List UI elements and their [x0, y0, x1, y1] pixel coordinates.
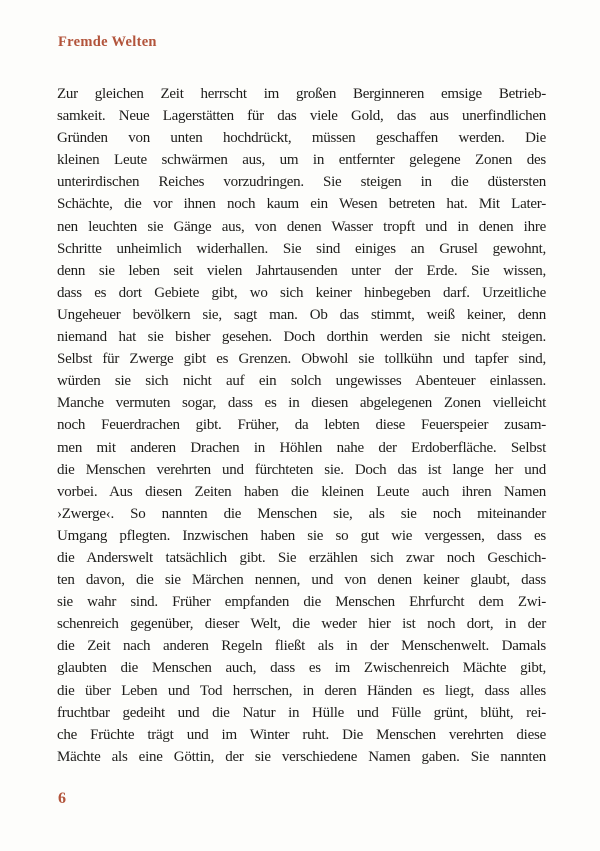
text-line: ten davon, die sie Märchen nennen, und von denen keiner glaubt, dass: [57, 572, 546, 589]
text-line: Manche vermuten sogar, dass es in diesen abgelegenen Zonen vielleicht: [57, 395, 546, 412]
text-line: die Menschen verehrten und fürchteten sie. Doch das ist lange her und: [57, 461, 546, 478]
text-line: sie wahr sind. Früher empfanden die Menschen Ehrfurcht dem Zwi-: [57, 594, 546, 611]
text-line: vorbei. Aus diesen Zeiten haben die kleinen Leute auch ihren Namen: [57, 483, 546, 500]
running-header: Fremde Welten: [58, 34, 157, 50]
text-line: glaubten die Menschen auch, dass es im Zwischenreich Mächte gibt,: [57, 660, 546, 677]
text-line: würden sie sich nicht auf ein solch ungewisses Abenteuer einlassen.: [57, 373, 546, 390]
text-line: unterirdischen Reiches vorzudringen. Sie steigen in die düstersten: [57, 174, 546, 191]
text-line: die Anderswelt tatsächlich gibt. Sie erzählen sich zwar noch Geschich-: [57, 549, 546, 566]
text-line: die Zeit nach anderen Regeln fließt als in der Menschenwelt. Damals: [57, 638, 546, 655]
text-line: Mächte als eine Göttin, der sie verschiedene Namen gaben. Sie nannten: [57, 748, 546, 765]
text-line: che Früchte trägt und im Winter ruht. Die Menschen verehrten diese: [57, 726, 546, 743]
text-line: Gründen von unten hochdrückt, müssen geschaffen werden. Die: [57, 130, 546, 147]
text-line: denn sie leben seit vielen Jahrtausenden unter der Erde. Sie wissen,: [57, 262, 546, 279]
text-line: niemand hat sie bisher gesehen. Doch dorthin werden sie nicht steigen.: [57, 329, 546, 346]
text-line: Zur gleichen Zeit herrscht im großen Berginneren emsige Betrieb-: [57, 86, 546, 102]
text-line: Schritte unheimlich widerhallen. Sie sind einiges an Grusel gewohnt,: [57, 240, 546, 257]
text-line: kleinen Leute schwärmen aus, um in entfernter gelegene Zonen des: [57, 152, 546, 169]
text-line: die über Leben und Tod herrschen, in deren Händen es liegt, dass alles: [57, 682, 546, 699]
text-line: Schächte, die vor ihnen noch kaum ein Wesen betreten hat. Mit Later-: [57, 196, 546, 213]
text-line: men mit anderen Drachen in Höhlen nahe der Erdoberfläche. Selbst: [57, 439, 546, 456]
body-text: [57, 83, 546, 768]
text-line: samkeit. Neue Lagerstätten für das viele Gold, das aus unerfindlichen: [57, 108, 546, 125]
text-line: dass es dort Gebiete gibt, wo sich keiner hinbegeben darf. Urzeitliche: [57, 284, 546, 301]
text-line: Ungeheuer bevölkern sie, sagt man. Ob das stimmt, weiß keiner, denn: [57, 306, 546, 323]
text-line: Umgang pflegten. Inzwischen haben sie so gut wie vergessen, dass es: [57, 527, 546, 544]
text-line: Selbst für Zwerge gibt es Grenzen. Obwohl sie tollkühn und tapfer sind,: [57, 351, 546, 368]
text-line: nen leuchten sie Gänge aus, von denen Wasser tropft und in denen ihre: [57, 218, 546, 235]
page-number: 6: [58, 790, 66, 807]
text-line: schenreich gegenüber, dieser Welt, die weder hier ist noch dort, in der: [57, 616, 546, 633]
text-line: fruchtbar gedeiht und die Natur in Hülle und Fülle grünt, blüht, rei-: [57, 704, 546, 721]
text-line: noch Feuerdrachen gibt. Früher, da lebten diese Feuerspeier zusam-: [57, 417, 546, 434]
text-line: ›Zwerge‹. So nannten die Menschen sie, als sie noch miteinander: [57, 505, 546, 522]
